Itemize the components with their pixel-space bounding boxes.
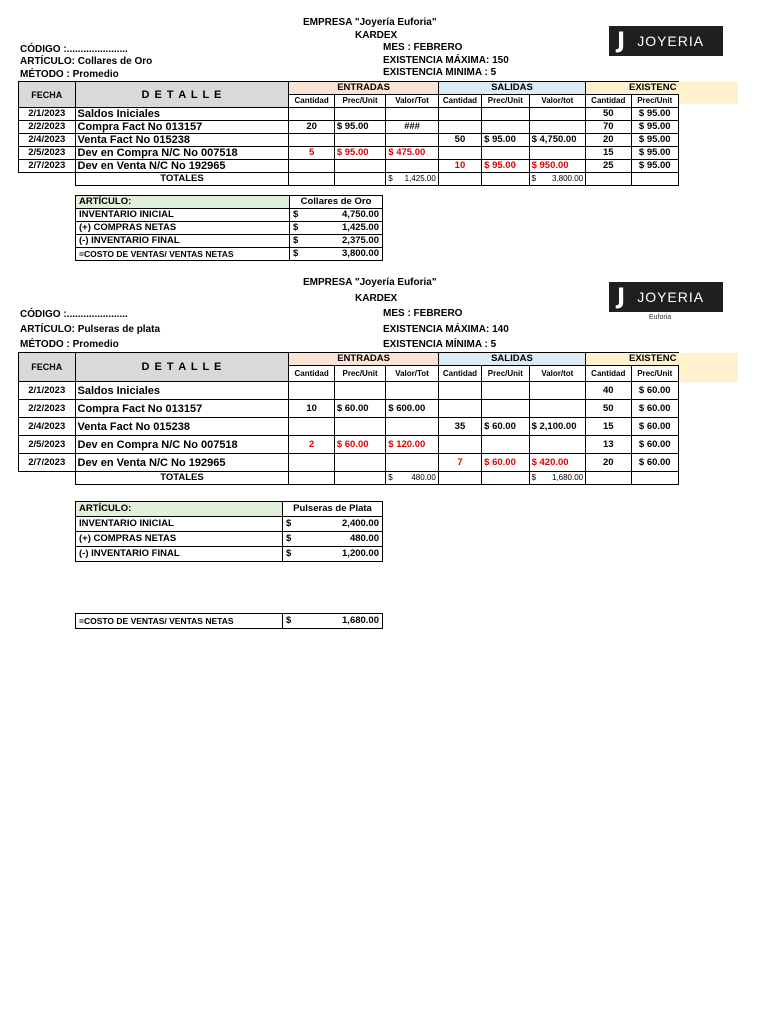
totals-label: TOTALES xyxy=(75,173,289,186)
company-logo xyxy=(609,26,723,56)
cost-of-sales-label: =COSTO DE VENTAS/ VENTAS NETAS xyxy=(76,614,283,629)
cell-ent-val: ### xyxy=(386,121,439,134)
cell-ex-cant: 40 xyxy=(586,382,631,400)
cell-ent-cant: 10 xyxy=(289,400,334,418)
header-cantidad: Cantidad xyxy=(586,366,631,382)
cell-detalle: Dev en Compra N/C No 007518 xyxy=(75,147,289,160)
summary-value: 480.00 xyxy=(301,532,383,547)
cell-fecha: 2/2/2023 xyxy=(19,400,76,418)
month-label: MES : FEBRERO xyxy=(383,42,463,53)
cell-detalle: Venta Fact No 015238 xyxy=(75,418,289,436)
code-label: CÓDIGO :...................... xyxy=(20,44,128,55)
cell-sal-val: $ 420.00 xyxy=(529,454,586,472)
logo-subtitle: Euforia xyxy=(649,314,672,321)
cell-sal-val: $ 4,750.00 xyxy=(529,134,586,147)
cell-ent-val xyxy=(386,160,439,173)
summary-value: 2,375.00 xyxy=(308,235,383,248)
totals-salidas-value: 1,680.00 xyxy=(551,473,584,482)
cell-sal-val xyxy=(529,436,586,454)
cell-ent-cant xyxy=(289,160,334,173)
cell-ent-val: $ 120.00 xyxy=(386,436,439,454)
summary-symbol: $ xyxy=(283,547,301,562)
cell-ent-val xyxy=(386,108,439,121)
summary-value: 1,200.00 xyxy=(301,547,383,562)
article-label: ARTÍCULO: Collares de Oro xyxy=(20,56,153,67)
header-valor-tot: Valor/Tot xyxy=(386,366,439,382)
cell-sal-prec xyxy=(482,382,529,400)
cell-ex-cant: 20 xyxy=(586,134,631,147)
cell-ent-cant xyxy=(289,134,334,147)
code-label: CÓDIGO :...................... xyxy=(20,309,128,320)
summary-symbol: $ xyxy=(290,248,308,261)
cell-fecha: 2/7/2023 xyxy=(19,160,76,173)
cell-ent-cant xyxy=(289,108,334,121)
cell-sal-cant: 50 xyxy=(438,134,481,147)
summary-label: (-) INVENTARIO FINAL xyxy=(76,235,290,248)
summary-table xyxy=(75,195,383,261)
cell-sal-val xyxy=(529,121,586,134)
header-cantidad: Cantidad xyxy=(289,95,334,108)
header-prec-unit: Prec/Unit xyxy=(334,366,385,382)
cell-ent-prec xyxy=(334,454,385,472)
header-prec-unit: Prec/Unit xyxy=(631,95,679,108)
cell-ent-val xyxy=(386,382,439,400)
cell-detalle: Saldos Iniciales xyxy=(75,382,289,400)
header-cantidad: Cantidad xyxy=(289,366,334,382)
summary-value: 1,425.00 xyxy=(308,222,383,235)
header-fecha: FECHA xyxy=(19,353,76,382)
cell-ent-cant: 2 xyxy=(289,436,334,454)
cell-ex-cant: 13 xyxy=(586,436,631,454)
cell-sal-val xyxy=(529,108,586,121)
header-valor-tot: Valor/tot xyxy=(529,95,586,108)
cell-sal-cant: 10 xyxy=(438,160,481,173)
cell-ex-cant: 20 xyxy=(586,454,631,472)
summary-article-label: ARTÍCULO: xyxy=(76,502,283,517)
header-entradas: ENTRADAS xyxy=(289,82,438,95)
cell-ex-prec: $ 60.00 xyxy=(631,436,679,454)
cell-sal-cant: 7 xyxy=(438,454,481,472)
header-existencias: EXISTENC xyxy=(586,353,679,366)
cell-detalle: Dev en Venta N/C No 192965 xyxy=(75,454,289,472)
header-valor-tot: Valor/Tot xyxy=(386,95,439,108)
cell-sal-cant xyxy=(438,108,481,121)
totals-entradas-symbol: $ xyxy=(388,174,393,183)
cell-ex-cant: 50 xyxy=(586,108,631,121)
cost-of-sales-table xyxy=(75,613,383,629)
table-row xyxy=(19,400,679,418)
existencias-header-overflow xyxy=(679,82,738,104)
cell-sal-prec xyxy=(482,147,529,160)
cell-ent-cant: 5 xyxy=(289,147,334,160)
summary-label: (-) INVENTARIO FINAL xyxy=(76,547,283,562)
summary-symbol: $ xyxy=(290,235,308,248)
kardex-title: KARDEX xyxy=(355,293,398,304)
existencias-header-overflow xyxy=(679,353,738,382)
cell-ex-prec: $ 95.00 xyxy=(631,160,679,173)
cell-ent-val: $ 600.00 xyxy=(386,400,439,418)
header-fecha: FECHA xyxy=(19,82,76,108)
cell-ent-val xyxy=(386,454,439,472)
logo-text: JOYERIA xyxy=(637,289,705,305)
cell-ent-prec xyxy=(334,382,385,400)
cell-ex-cant: 15 xyxy=(586,147,631,160)
totals-row xyxy=(19,173,679,186)
totals-entradas-value: 480.00 xyxy=(411,473,436,482)
method-label: MÉTODO : Promedio xyxy=(20,339,119,350)
cell-fecha: 2/5/2023 xyxy=(19,436,76,454)
logo-j-icon: J xyxy=(617,28,626,54)
header-prec-unit: Prec/Unit xyxy=(482,95,529,108)
cell-ex-prec: $ 60.00 xyxy=(631,382,679,400)
totals-entradas-value: 1,425.00 xyxy=(404,174,436,183)
cell-ex-cant: 50 xyxy=(586,400,631,418)
header-salidas: SALIDAS xyxy=(438,82,585,95)
summary-table xyxy=(75,501,383,562)
header-existencias: EXISTENC xyxy=(586,82,679,95)
cell-fecha: 2/4/2023 xyxy=(19,418,76,436)
header-detalle: D E T A L L E xyxy=(75,82,289,108)
max-stock-label: EXISTENCIA MÁXIMA: 150 xyxy=(383,55,509,66)
max-stock-label: EXISTENCIA MÁXIMA: 140 xyxy=(383,324,509,335)
summary-label: INVENTARIO INICIAL xyxy=(76,209,290,222)
cell-sal-prec xyxy=(482,108,529,121)
cell-ent-prec: $ 60.00 xyxy=(334,436,385,454)
cell-sal-prec xyxy=(482,121,529,134)
cell-sal-cant xyxy=(438,400,481,418)
cell-ent-cant xyxy=(289,382,334,400)
header-salidas: SALIDAS xyxy=(438,353,585,366)
header-cantidad: Cantidad xyxy=(438,366,481,382)
cell-fecha: 2/1/2023 xyxy=(19,382,76,400)
cell-ent-val: $ 475.00 xyxy=(386,147,439,160)
table-row xyxy=(19,454,679,472)
cell-sal-prec: $ 60.00 xyxy=(482,454,529,472)
header-cantidad: Cantidad xyxy=(438,95,481,108)
table-row xyxy=(19,382,679,400)
cell-sal-val: $ 950.00 xyxy=(529,160,586,173)
summary-value: 4,750.00 xyxy=(308,209,383,222)
cell-detalle: Dev en Compra N/C No 007518 xyxy=(75,436,289,454)
cell-sal-prec: $ 95.00 xyxy=(482,134,529,147)
totals-entradas-symbol: $ xyxy=(388,473,393,482)
cell-ex-prec: $ 95.00 xyxy=(631,108,679,121)
summary-symbol: $ xyxy=(290,209,308,222)
cell-sal-val xyxy=(529,147,586,160)
kardex-title: KARDEX xyxy=(355,30,398,41)
cell-ent-cant: 20 xyxy=(289,121,334,134)
cell-detalle: Compra Fact No 013157 xyxy=(75,400,289,418)
cell-ex-cant: 25 xyxy=(586,160,631,173)
summary-symbol: $ xyxy=(283,532,301,547)
min-stock-label: EXISTENCIA MÍNIMA : 5 xyxy=(383,339,497,350)
cell-ex-prec: $ 60.00 xyxy=(631,400,679,418)
summary-value: 2,400.00 xyxy=(301,517,383,532)
cell-ent-cant xyxy=(289,418,334,436)
cell-ex-prec: $ 95.00 xyxy=(631,147,679,160)
summary-article-label: ARTÍCULO: xyxy=(76,196,290,209)
summary-label: (+) COMPRAS NETAS xyxy=(76,222,290,235)
cost-of-sales-value: 1,680.00 xyxy=(301,614,383,629)
cell-detalle: Dev en Venta N/C No 192965 xyxy=(75,160,289,173)
table-row xyxy=(19,418,679,436)
cell-sal-val xyxy=(529,400,586,418)
header-cantidad: Cantidad xyxy=(586,95,631,108)
totals-salidas-symbol: $ xyxy=(531,174,537,183)
cell-sal-val xyxy=(529,382,586,400)
header-prec-unit: Prec/Unit xyxy=(482,366,529,382)
cell-fecha: 2/7/2023 xyxy=(19,454,76,472)
cell-ent-prec xyxy=(334,108,385,121)
kardex-table xyxy=(18,81,679,186)
cell-ent-prec xyxy=(334,134,385,147)
cell-sal-cant: 35 xyxy=(438,418,481,436)
cell-ex-prec: $ 95.00 xyxy=(631,121,679,134)
table-row xyxy=(19,160,679,173)
cell-ent-prec: $ 95.00 xyxy=(334,121,385,134)
cell-ex-cant: 70 xyxy=(586,121,631,134)
cell-detalle: Compra Fact No 013157 xyxy=(75,121,289,134)
header-detalle: D E T A L L E xyxy=(75,353,289,382)
cell-fecha: 2/4/2023 xyxy=(19,134,76,147)
table-row xyxy=(19,436,679,454)
header-valor-tot: Valor/tot xyxy=(529,366,586,382)
cost-of-sales-symbol: $ xyxy=(283,614,301,629)
cell-ent-val xyxy=(386,134,439,147)
summary-label: INVENTARIO INICIAL xyxy=(76,517,283,532)
cell-sal-cant xyxy=(438,147,481,160)
month-label: MES : FEBRERO xyxy=(383,308,463,319)
logo-j-icon: J xyxy=(617,284,626,310)
cell-sal-prec: $ 95.00 xyxy=(482,160,529,173)
header-entradas: ENTRADAS xyxy=(289,353,438,366)
article-label: ARTÍCULO: Pulseras de plata xyxy=(20,324,161,335)
summary-article-value: Pulseras de Plata xyxy=(283,502,383,517)
min-stock-label: EXISTENCIA MINIMA : 5 xyxy=(383,67,497,78)
method-label: MÉTODO : Promedio xyxy=(20,69,119,80)
table-row xyxy=(19,147,679,160)
cell-sal-cant xyxy=(438,436,481,454)
cell-sal-prec xyxy=(482,436,529,454)
summary-value: 3,800.00 xyxy=(308,248,383,261)
header-prec-unit: Prec/Unit xyxy=(631,366,679,382)
company-logo xyxy=(609,282,723,312)
totals-label: TOTALES xyxy=(75,472,289,485)
summary-article-value: Collares de Oro xyxy=(290,196,383,209)
cell-detalle: Venta Fact No 015238 xyxy=(75,134,289,147)
company-title: EMPRESA "Joyería Euforia" xyxy=(303,17,437,28)
summary-symbol: $ xyxy=(290,222,308,235)
cell-detalle: Saldos Iniciales xyxy=(75,108,289,121)
cell-ent-prec xyxy=(334,418,385,436)
summary-label: =COSTO DE VENTAS/ VENTAS NETAS xyxy=(76,248,290,261)
cell-ent-val xyxy=(386,418,439,436)
summary-symbol: $ xyxy=(283,517,301,532)
cell-ex-prec: $ 60.00 xyxy=(631,418,679,436)
totals-row xyxy=(19,472,679,485)
cell-sal-prec: $ 60.00 xyxy=(482,418,529,436)
cell-ex-prec: $ 95.00 xyxy=(631,134,679,147)
cell-sal-val: $ 2,100.00 xyxy=(529,418,586,436)
cell-sal-prec xyxy=(482,400,529,418)
cell-sal-cant xyxy=(438,121,481,134)
logo-text: JOYERIA xyxy=(637,33,705,49)
table-row xyxy=(19,121,679,134)
header-prec-unit: Prec/Unit xyxy=(334,95,385,108)
kardex-table xyxy=(18,352,679,485)
cell-ent-cant xyxy=(289,454,334,472)
cell-sal-cant xyxy=(438,382,481,400)
table-row xyxy=(19,108,679,121)
cell-fecha: 2/5/2023 xyxy=(19,147,76,160)
cell-fecha: 2/2/2023 xyxy=(19,121,76,134)
cell-fecha: 2/1/2023 xyxy=(19,108,76,121)
totals-salidas-value: 3,800.00 xyxy=(551,174,584,183)
cell-ex-cant: 15 xyxy=(586,418,631,436)
cell-ent-prec: $ 60.00 xyxy=(334,400,385,418)
cell-ent-prec: $ 95.00 xyxy=(334,147,385,160)
totals-salidas-symbol: $ xyxy=(531,473,537,482)
company-title: EMPRESA "Joyería Euforia" xyxy=(303,277,437,288)
table-row xyxy=(19,134,679,147)
cell-ent-prec xyxy=(334,160,385,173)
summary-label: (+) COMPRAS NETAS xyxy=(76,532,283,547)
cell-ex-prec: $ 60.00 xyxy=(631,454,679,472)
